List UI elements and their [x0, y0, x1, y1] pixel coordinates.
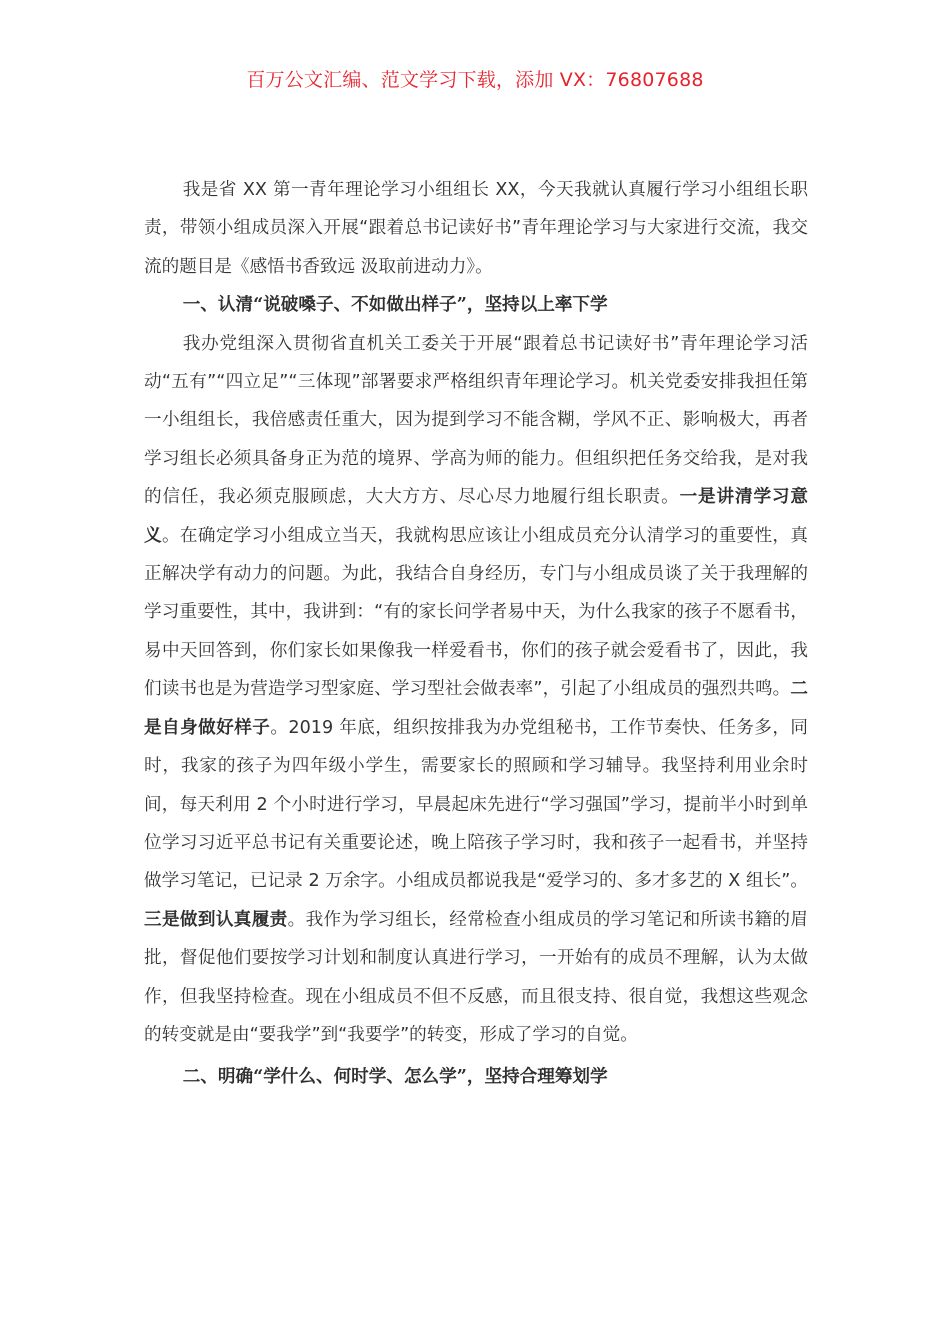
section-1-heading: 一、认清“说破嗓子、不如做出样子”，坚持以上率下学	[182, 294, 608, 316]
section-2-heading: 二、明确“学什么、何时学、怎么学”，坚持合理筹划学	[182, 1066, 608, 1088]
page-header-banner	[0, 66, 950, 94]
document-body	[144, 171, 808, 1097]
section-1-paragraph	[144, 325, 808, 1055]
point-3-text: 。我作为学习组长，经常检查小组成员的学习笔记和所读书籍的眉批，督促他们要按学习计划和制度认真进行学习，一开始有的成员不理解，认为太做作，但我坚持检查。现在小组成员不但不反感，而且很支持、很自觉，我想这些观念的转变就是由“要我学”到“我要学”的转变，形成了学习的自觉。	[144, 909, 808, 1045]
intro-paragraph: 我是省 XX 第一青年理论学习小组组长 XX，今天我就认真履行学习小组组长职责，带领小组成员深入开展“跟着总书记读好书”青年理论学习与大家进行交流，我交流的题目是《感悟书香致远 汲取前进动力》。	[144, 180, 808, 277]
point-2-label: 二是自身做好样子	[144, 678, 808, 738]
section-1-text: 我办党组深入贯彻省直机关工委关于开展“跟着总书记读好书”青年理论学习活动“五有”“四立足”“三体现”部署要求严格组织青年理论学习。机关党委安排我担任第一小组组长，我倍感责任重大，因为提到学习不能含糊，学风不正、影响极大，再者学习组长必须具备身正为范的境界、学高为师的能力。但组织把任务交给我，是对我的信任，我必须克服顾虑，大大方方、尽心尽力地履行组长职责。	[144, 333, 808, 508]
point-3-label: 三是做到认真履责	[144, 908, 288, 930]
banner-text: 百万公文汇编、范文学习下载，添加 VX：76807688	[246, 69, 704, 91]
point-2-text: 。2019 年底，组织按排我为办党组秘书，工作节奏快、任务多，同时，我家的孩子为四年级小学生，需要家长的照顾和学习辅导。我坚持利用业余时间，每天利用 2 个小时进行学习，早晨起床先进行“学习强国”学习，提前半小时到单位学习习近平总书记有关重要论述，晚上陪孩子学习时，我和孩子一起看书，并坚持做学习笔记，已记录 2 万余字。小组成员都说我是“爱学习的、多才多艺的 X 组长”。	[144, 717, 808, 892]
point-1-label: 一是讲清学习意义	[144, 486, 808, 546]
point-1-text: 。在确定学习小组成立当天，我就构思应该让小组成员充分认清学习的重要性，真正解决学有动力的问题。为此，我结合自身经历，专门与小组成员谈了关于我理解的学习重要性，其中，我讲到：“有的家长问学者易中天，为什么我家的孩子不愿看书，易中天回答到，你们家长如果像我一样爱看书，你们的孩子就会爱看书了，因此，我们读书也是为营造学习型家庭、学习型社会做表率”，引起了小组成员的强烈共鸣。	[144, 525, 808, 700]
